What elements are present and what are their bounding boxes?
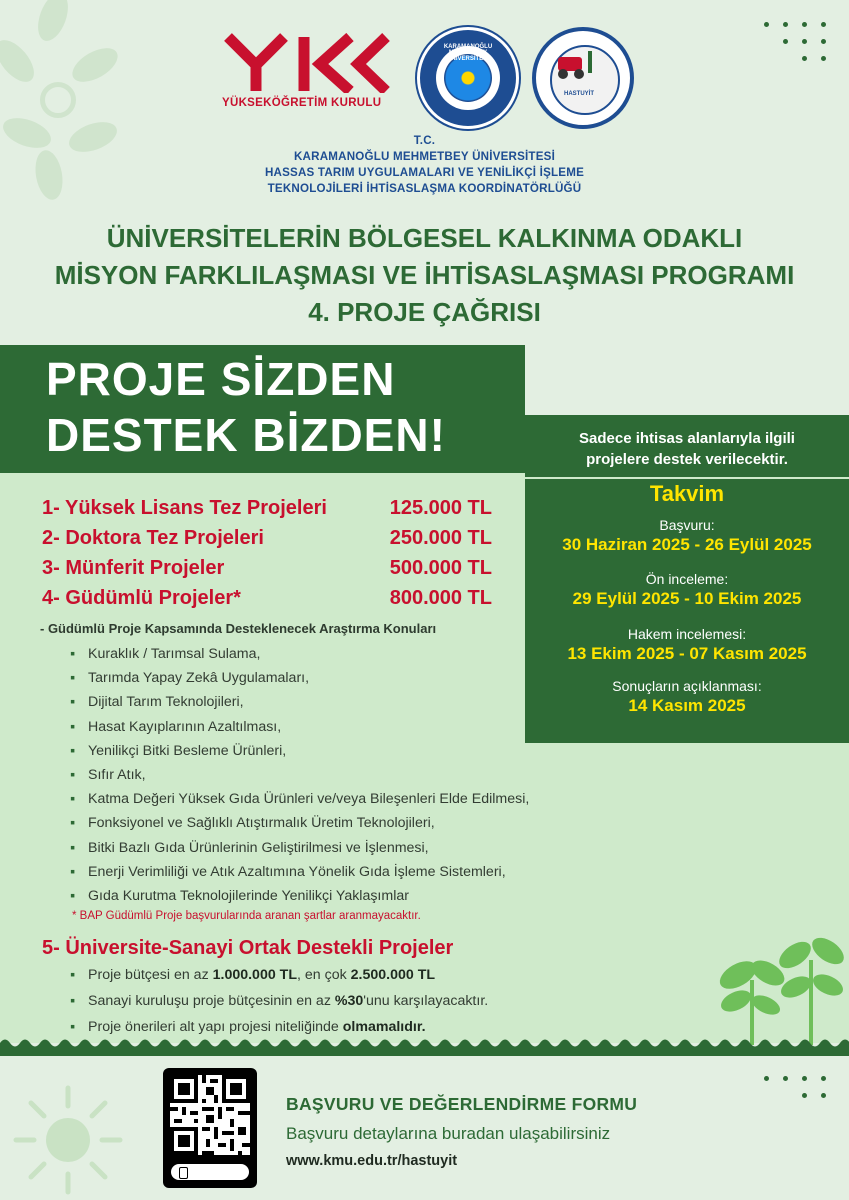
list-item <box>70 763 529 787</box>
dot-grid-decoration <box>764 22 826 61</box>
topic-text: Hasat Kayıplarının Azaltılması, <box>88 718 282 735</box>
project-name: 4- Güdümlü Projeler* <box>42 587 241 609</box>
qr-pattern <box>170 1075 250 1155</box>
project-amount: 125.000 TL <box>389 497 492 519</box>
calendar-box <box>525 415 849 743</box>
bullet-icon: ▪ <box>70 646 76 662</box>
bullet-icon: ▪ <box>70 791 76 808</box>
yok-logo <box>222 33 392 109</box>
calendar-item-label: Hakem incelemesi: <box>627 626 747 642</box>
wave-border <box>0 1036 849 1056</box>
university-seal-icon <box>417 27 519 129</box>
program-title-line: ÜNİVERSİTELERİN BÖLGESEL KALKINMA ODAKLI <box>106 223 743 253</box>
bullet-icon: ▪ <box>70 967 76 983</box>
list-item <box>70 787 529 811</box>
list-item <box>70 642 529 666</box>
qr-code-icon[interactable] <box>163 1068 257 1188</box>
item-bold: 1.000.000 TL <box>212 967 298 983</box>
qr-code-image <box>170 1075 250 1155</box>
leaf-decoration <box>0 112 55 154</box>
calendar-item-label: Başvuru: <box>659 517 715 533</box>
list-item <box>70 715 529 739</box>
slogan-line-2: DESTEK BİZDEN! <box>46 409 446 461</box>
institution-line: TEKNOLOJİLERİ İHTİSASLAŞMA KOORDİNATÖRLÜĞÜ <box>267 182 582 195</box>
section5-list <box>70 962 488 1040</box>
topics-list <box>70 642 529 908</box>
footer-title: BAŞVURU VE DEĞERLENDİRME FORMU <box>286 1094 638 1114</box>
section5-title: 5- Üniversite-Sanayi Ortak Destekli Projeler <box>42 937 454 959</box>
seal1-text: KARAMANOĞLU MEHMETBEY ÜNİVERSİTESİ <box>443 44 493 62</box>
hastuyit-seal-icon <box>532 27 634 129</box>
item-text: Sanayi kuruluşu proje bütçesinin en az <box>88 993 335 1009</box>
list-item <box>70 884 529 908</box>
item-text: Proje bütçesi en az <box>88 967 213 983</box>
bullet-icon: ▪ <box>70 887 76 904</box>
footer-url-link[interactable]: www.kmu.edu.tr/hastuyit <box>286 1153 458 1169</box>
yok-logo-icon <box>224 33 392 93</box>
footnote: * BAP Güdümlü Proje başvurularında aranan şartlar aranmayacaktır. <box>72 910 421 922</box>
topic-text: Sıfır Atık, <box>88 766 146 783</box>
bullet-icon: ▪ <box>70 993 76 1009</box>
calendar-item <box>525 570 849 610</box>
leaf-decoration <box>65 116 121 158</box>
list-item <box>70 988 488 1014</box>
slogan-line-1: PROJE SİZDEN <box>46 353 396 405</box>
topic-text: Dijital Tarım Teknolojileri, <box>88 694 244 711</box>
program-title-line: 4. PROJE ÇAĞRISI <box>308 297 541 327</box>
list-item <box>70 811 529 835</box>
footer-subtitle: Başvuru detaylarına buradan ulaşabilirsiniz <box>286 1124 611 1143</box>
list-item <box>70 666 529 690</box>
topic-text: Yenilikçi Bitki Besleme Ürünleri, <box>88 742 287 759</box>
bullet-icon: ▪ <box>70 766 76 783</box>
calendar-item <box>525 625 849 665</box>
leaf-decoration <box>67 41 123 89</box>
bullet-icon: ▪ <box>70 863 76 880</box>
calendar-note <box>525 428 849 470</box>
topic-text: Katma Değeri Yüksek Gıda Ürünleri ve/veya Bileşenleri Elde Edilmesi, <box>88 791 530 808</box>
flower-center-decoration <box>40 82 76 118</box>
calendar-title: Takvim <box>649 481 725 506</box>
bullet-icon: ▪ <box>70 694 76 711</box>
list-item <box>70 690 529 714</box>
program-title <box>40 220 809 331</box>
project-amount: 500.000 TL <box>389 557 492 579</box>
calendar-item-value: 14 Kasım 2025 <box>628 696 746 715</box>
item-bold: 2.500.000 TL <box>350 967 436 983</box>
yok-label: YÜKSEKÖĞRETİM KURULU <box>222 97 382 109</box>
dot-grid-decoration <box>764 1076 826 1098</box>
topics-heading: - Güdümlü Proje Kapsamında Desteklenecek Araştırma Konuları <box>40 621 437 636</box>
topic-text: Gıda Kurutma Teknolojilerinde Yenilikçi Yaklaşımlar <box>88 887 409 904</box>
topic-text: Bitki Bazlı Gıda Ürünlerinin Geliştirilmesi ve İşlenmesi, <box>88 839 429 856</box>
project-name: 3- Münferit Projeler <box>42 557 225 579</box>
calendar-item-value: 30 Haziran 2025 - 26 Eylül 2025 <box>562 535 812 554</box>
bullet-icon: ▪ <box>70 718 76 735</box>
item-bold: olmamalıdır. <box>342 1019 426 1035</box>
topic-text: Kuraklık / Tarımsal Sulama, <box>88 646 261 662</box>
topic-text: Enerji Verimliliği ve Atık Azaltımına Yönelik Gıda İşleme Sistemleri, <box>88 863 506 880</box>
calendar-item <box>525 516 849 556</box>
bullet-icon: ▪ <box>70 1019 76 1035</box>
list-item <box>70 836 529 860</box>
phone-icon <box>171 1164 249 1180</box>
list-item <box>70 962 488 988</box>
project-name: 1- Yüksek Lisans Tez Projeleri <box>42 497 327 519</box>
sprout-icon <box>700 925 849 1045</box>
calendar-item-value: 13 Ekim 2025 - 07 Kasım 2025 <box>567 644 807 663</box>
item-bold: %30 <box>334 993 364 1009</box>
calendar-note-line: Sadece ihtisas alanlarıyla ilgili <box>579 430 795 447</box>
leaf-decoration <box>32 148 66 202</box>
leaf-decoration <box>0 33 41 88</box>
calendar-item-value: 29 Eylül 2025 - 10 Ekim 2025 <box>572 589 802 608</box>
bullet-icon: ▪ <box>70 839 76 856</box>
bullet-icon: ▪ <box>70 670 76 687</box>
calendar-item <box>525 677 849 717</box>
item-text: Proje önerileri alt yapı projesi niteliğinde <box>88 1019 343 1035</box>
seal2-text: HASTUYİT <box>564 91 594 97</box>
item-text: , en çok <box>297 967 351 983</box>
institution-name <box>200 133 649 197</box>
institution-line: HASSAS TARIM UYGULAMALARI VE YENİLİKÇİ İŞLEME <box>264 166 585 179</box>
calendar-item-label: Sonuçların açıklanması: <box>612 678 762 694</box>
leaf-decoration <box>32 0 74 45</box>
project-name: 2- Doktora Tez Projeleri <box>42 527 264 549</box>
institution-line: KARAMANOĞLU MEHMETBEY ÜNİVERSİTESİ <box>293 150 556 163</box>
program-title-line: MİSYON FARKLILAŞMASI VE İHTİSASLAŞMASI PROGRAMI <box>54 260 795 290</box>
item-text: 'unu karşılayacaktır. <box>363 993 489 1009</box>
calendar-note-line: projelere destek verilecektir. <box>586 451 788 468</box>
topic-text: Fonksiyonel ve Sağlıklı Atıştırmalık Üretim Teknolojileri, <box>88 815 435 832</box>
bullet-icon: ▪ <box>70 815 76 832</box>
bullet-icon: ▪ <box>70 742 76 759</box>
slogan-banner <box>0 345 525 473</box>
calendar-item-label: Ön inceleme: <box>645 571 729 587</box>
project-amount: 250.000 TL <box>389 527 492 549</box>
topic-text: Tarımda Yapay Zekâ Uygulamaları, <box>88 670 310 687</box>
project-amount: 800.000 TL <box>389 587 492 609</box>
list-item <box>70 739 529 763</box>
list-item <box>70 860 529 884</box>
sun-icon <box>10 1082 126 1198</box>
institution-line: T.C. <box>413 134 436 147</box>
calendar-divider <box>525 477 849 479</box>
